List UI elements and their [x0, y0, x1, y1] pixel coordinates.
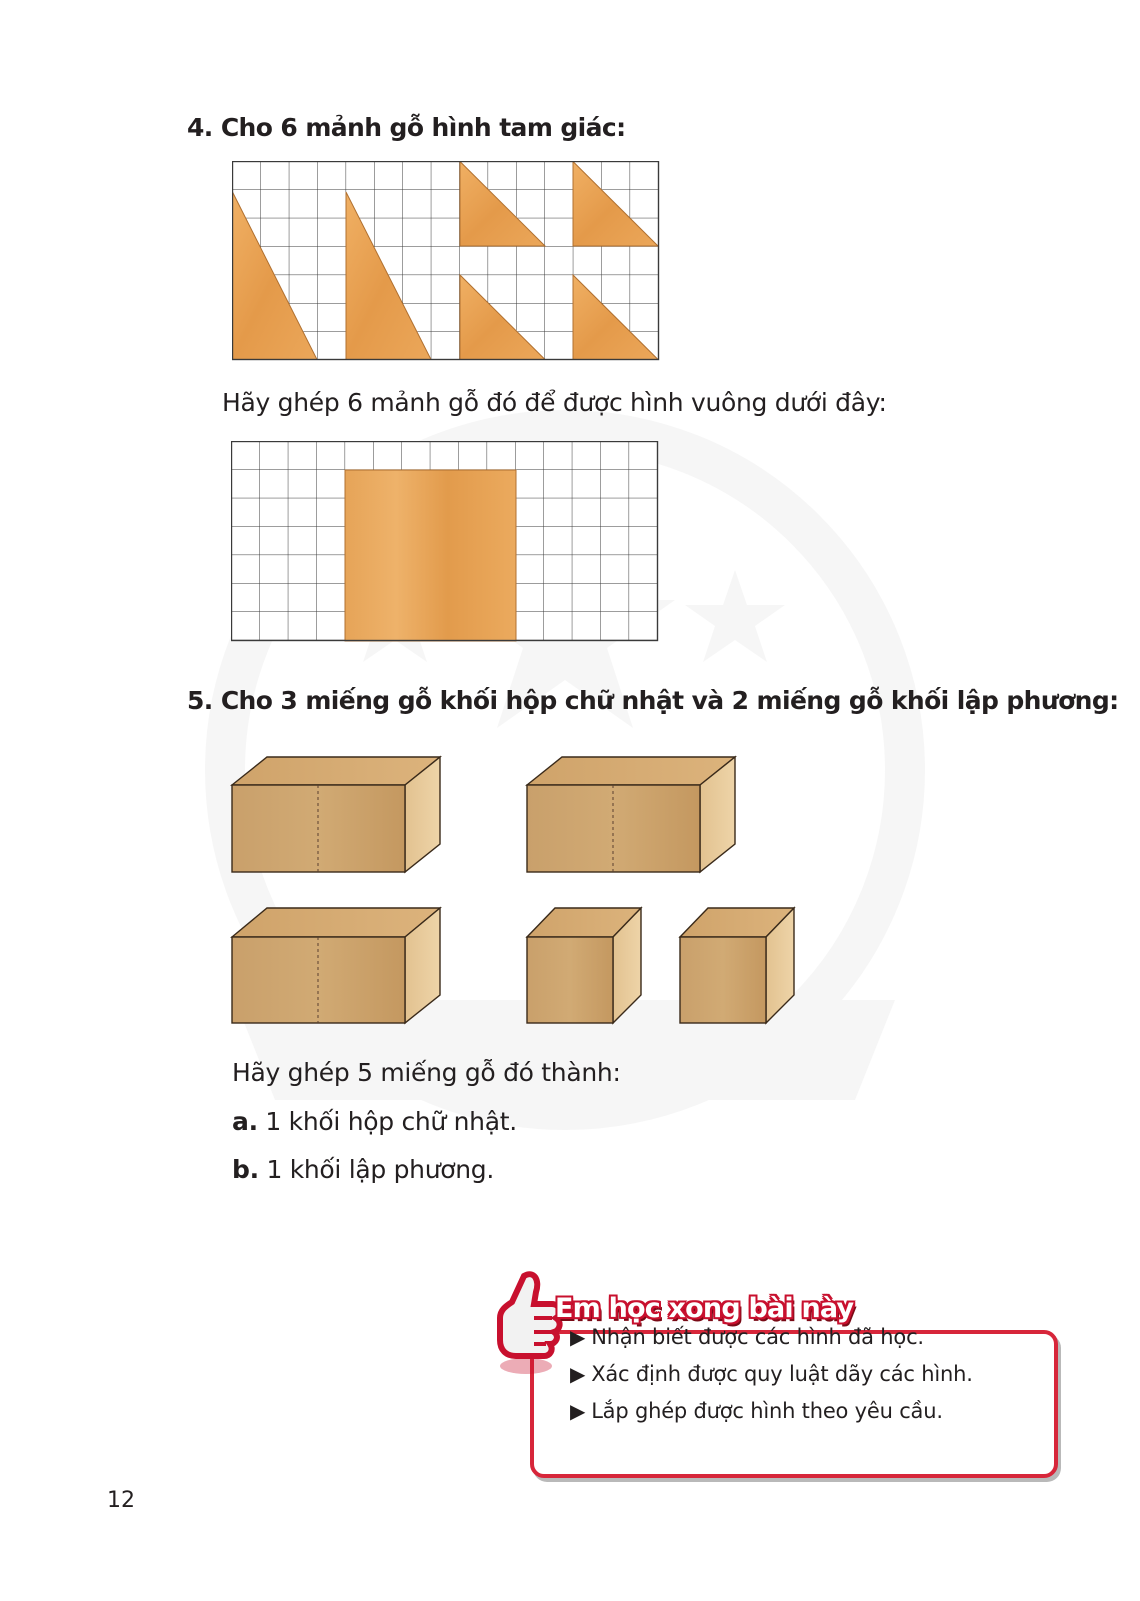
exercise-4-instruction: Hãy ghép 6 mảnh gỗ đó để được hình vuông dưới đây:	[222, 388, 887, 417]
summary-item-2-text: Xác định được quy luật dãy các hình.	[591, 1362, 973, 1386]
exercise-5-number: 5.	[187, 686, 213, 715]
rectangular-block-1	[232, 757, 440, 872]
option-b-label: b.	[232, 1155, 259, 1184]
exercise-5-heading	[187, 686, 1119, 715]
cube-1	[527, 908, 641, 1023]
rectangular-block-3	[232, 908, 440, 1023]
summary-item-2	[570, 1362, 973, 1386]
wood-square	[345, 470, 516, 641]
summary-item-3-text: Lắp ghép được hình theo yêu cầu.	[591, 1399, 943, 1423]
exercise-5-option-b	[232, 1155, 494, 1184]
summary-item-3	[570, 1399, 943, 1423]
rectangular-block-2	[527, 757, 735, 872]
target-square-figure	[231, 441, 659, 642]
exercise-4-title: Cho 6 mảnh gỗ hình tam giác:	[220, 113, 626, 142]
thumbs-up-icon	[494, 1270, 564, 1380]
option-a-label: a.	[232, 1107, 258, 1136]
bullet-arrow-icon: ▶	[570, 1399, 586, 1423]
cube-2	[680, 908, 794, 1023]
bullet-arrow-icon: ▶	[570, 1325, 586, 1349]
exercise-4-heading	[187, 113, 626, 142]
summary-title: Em học xong bài này	[555, 1293, 854, 1324]
exercise-5-instruction: Hãy ghép 5 miếng gỗ đó thành:	[232, 1058, 621, 1087]
triangle-pieces-figure	[232, 161, 660, 361]
option-b-text: 1 khối lập phương.	[258, 1155, 495, 1184]
exercise-5-title: Cho 3 miếng gỗ khối hộp chữ nhật và 2 miếng gỗ khối lập phương:	[220, 686, 1119, 715]
summary-item-1-text: Nhận biết được các hình đã học.	[591, 1325, 924, 1349]
wooden-blocks-figure	[225, 750, 805, 1030]
option-a-text: 1 khối hộp chữ nhật.	[257, 1107, 517, 1136]
exercise-4-number: 4.	[187, 113, 213, 142]
page-number: 12	[107, 1488, 135, 1513]
summary-item-1	[570, 1325, 924, 1349]
bullet-arrow-icon: ▶	[570, 1362, 586, 1386]
exercise-5-option-a	[232, 1107, 517, 1136]
